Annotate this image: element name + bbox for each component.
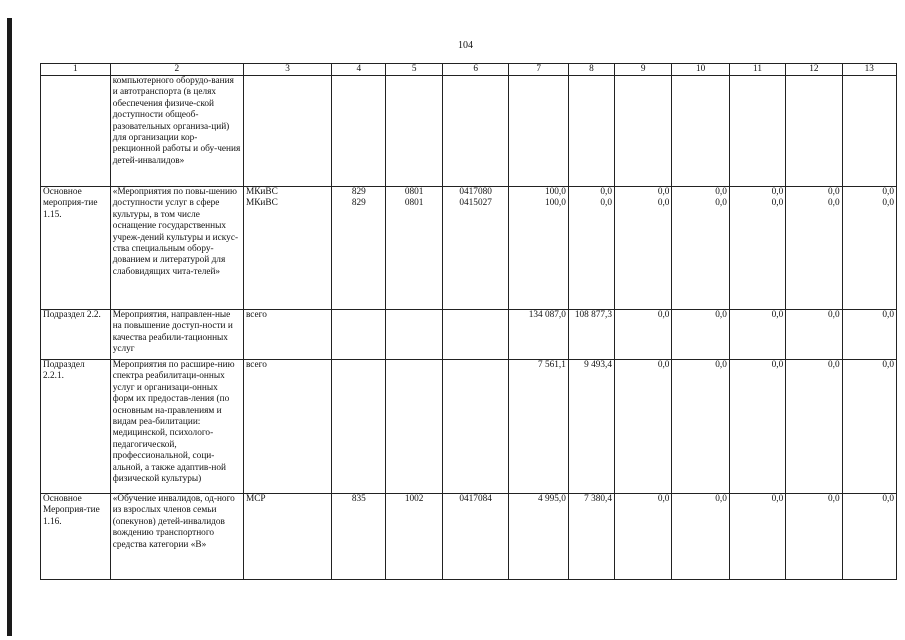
column-header: 3: [243, 64, 331, 76]
value: 0,0: [827, 187, 840, 197]
value: 0,0: [715, 187, 727, 197]
description-cell: «Мероприятия по повы-шению доступности услуг в сфере культуры, в том числе оснащение государственных учреж-дений культуры и искус-ства специальным обору-дованием и литературой для слабовидящих чита-телей»: [110, 187, 243, 310]
executor-cell: всего: [243, 310, 331, 360]
target-code: 0415027: [459, 198, 492, 209]
column-header: 12: [786, 64, 842, 76]
code-cell: [386, 187, 442, 310]
value-cell: 7 380,4: [568, 494, 614, 580]
value: 0,0: [657, 198, 670, 209]
value: 100,0: [544, 187, 566, 197]
column-header: 5: [386, 64, 442, 76]
value: 0,0: [882, 187, 894, 197]
code-cell: [332, 187, 386, 310]
value-cell: 0,0: [842, 360, 896, 494]
value-cell: 9 493,4: [568, 360, 614, 494]
executor-cell: всего: [243, 360, 331, 494]
value-cell: 0,0: [615, 360, 672, 494]
table-row: [41, 187, 897, 310]
value: 100,0: [544, 198, 566, 209]
column-header: 11: [729, 64, 785, 76]
value-cell: [672, 187, 729, 310]
code-cell: 835: [332, 494, 386, 580]
executor-cell: [243, 187, 331, 310]
code-cell: [442, 310, 509, 360]
code-cell: [386, 310, 442, 360]
table-row: [41, 310, 897, 360]
value-cell: [729, 187, 785, 310]
value: 0,0: [827, 198, 840, 209]
description-cell: компьютерного оборудо-вания и автотранспорта (в целях обеспечения физиче-ской доступности общеоб-разовательных организа-ций) для организации кор-рекционной работы и обу-чения детей-инвалидов»: [110, 76, 243, 187]
code-cell: [442, 76, 509, 187]
value-cell: 0,0: [729, 494, 785, 580]
code-cell: [332, 76, 386, 187]
value: 0,0: [771, 187, 784, 197]
value: 0,0: [600, 198, 613, 209]
section-code-cell: [41, 76, 111, 187]
target-code: 0417080: [459, 187, 492, 197]
value-cell: 0,0: [842, 310, 896, 360]
value-cell: 0,0: [786, 494, 842, 580]
page-number: 104: [458, 40, 473, 51]
value-cell: [509, 76, 568, 187]
code-cell: [332, 360, 386, 494]
value: 0,0: [882, 198, 894, 209]
value-cell: 0,0: [842, 494, 896, 580]
value-cell: [509, 187, 568, 310]
table-row: [41, 360, 897, 494]
section-code-cell: Подраздел 2.2.1.: [41, 360, 111, 494]
value: 0,0: [657, 187, 670, 197]
value-cell: [615, 76, 672, 187]
code-cell: 0417084: [442, 494, 509, 580]
column-header: 1: [41, 64, 111, 76]
value-cell: 0,0: [729, 310, 785, 360]
section-code-cell: Основное мероприя-тие 1.15.: [41, 187, 111, 310]
column-header: 10: [672, 64, 729, 76]
code-cell: [386, 76, 442, 187]
column-header: 2: [110, 64, 243, 76]
code-cell: [386, 360, 442, 494]
description-cell: «Обучение инвалидов, од-ного из взрослых членов семьи (опекунов) детей-инвалидов вождению транспортного средства категории «В»: [110, 494, 243, 580]
column-number-header-row: [41, 64, 897, 76]
column-header: 4: [332, 64, 386, 76]
value: 0,0: [715, 198, 727, 209]
value-cell: 0,0: [615, 494, 672, 580]
description-cell: Мероприятия по расшире-нию спектра реабилитаци-онных услуг и организаци-онных форм их предостав-ления (по основным на-правлениям и видам реа-билитации: медицинской, психолого-педагогической, профессиональной, соци-альной, а также адаптив-ной физической культуры): [110, 360, 243, 494]
value-cell: [729, 76, 785, 187]
section-code: 0801: [404, 187, 424, 197]
ministry-code: 829: [351, 198, 366, 209]
value: 0,0: [600, 187, 613, 197]
value-cell: [672, 76, 729, 187]
executor-cell: МСР: [243, 494, 331, 580]
value-cell: [842, 76, 896, 187]
value-cell: 0,0: [786, 310, 842, 360]
table-row: [41, 494, 897, 580]
description-cell: Мероприятия, направлен-ные на повышение доступ-ности и качества реабили-тационных услуг: [110, 310, 243, 360]
column-header: 7: [509, 64, 568, 76]
code-cell: [442, 187, 509, 310]
code-cell: 1002: [386, 494, 442, 580]
ministry-code: 829: [351, 187, 366, 197]
executor-value: МКиВС: [245, 198, 278, 209]
scan-binding-edge: [7, 18, 12, 636]
budget-table: [40, 63, 897, 580]
code-cell: [332, 310, 386, 360]
value-cell: 0,0: [786, 360, 842, 494]
section-code: 0801: [404, 198, 424, 209]
value-cell: [786, 76, 842, 187]
executor-value: МКиВС: [245, 187, 278, 197]
value: 0,0: [771, 198, 784, 209]
value-cell: [568, 187, 614, 310]
value-cell: 4 995,0: [509, 494, 568, 580]
value-cell: 108 877,3: [568, 310, 614, 360]
value-cell: [842, 187, 896, 310]
table-row: [41, 76, 897, 187]
column-header: 13: [842, 64, 896, 76]
column-header: 9: [615, 64, 672, 76]
value-cell: 0,0: [615, 310, 672, 360]
column-header: 6: [442, 64, 509, 76]
value-cell: 7 561,1: [509, 360, 568, 494]
value-cell: [615, 187, 672, 310]
code-cell: [442, 360, 509, 494]
executor-cell: [243, 76, 331, 187]
section-code-cell: Подраздел 2.2.: [41, 310, 111, 360]
value-cell: [786, 187, 842, 310]
column-header: 8: [568, 64, 614, 76]
value-cell: 0,0: [729, 360, 785, 494]
value-cell: 134 087,0: [509, 310, 568, 360]
value-cell: 0,0: [672, 494, 729, 580]
value-cell: 0,0: [672, 310, 729, 360]
value-cell: [568, 76, 614, 187]
section-code-cell: Основное Мероприя-тие 1.16.: [41, 494, 111, 580]
value-cell: 0,0: [672, 360, 729, 494]
